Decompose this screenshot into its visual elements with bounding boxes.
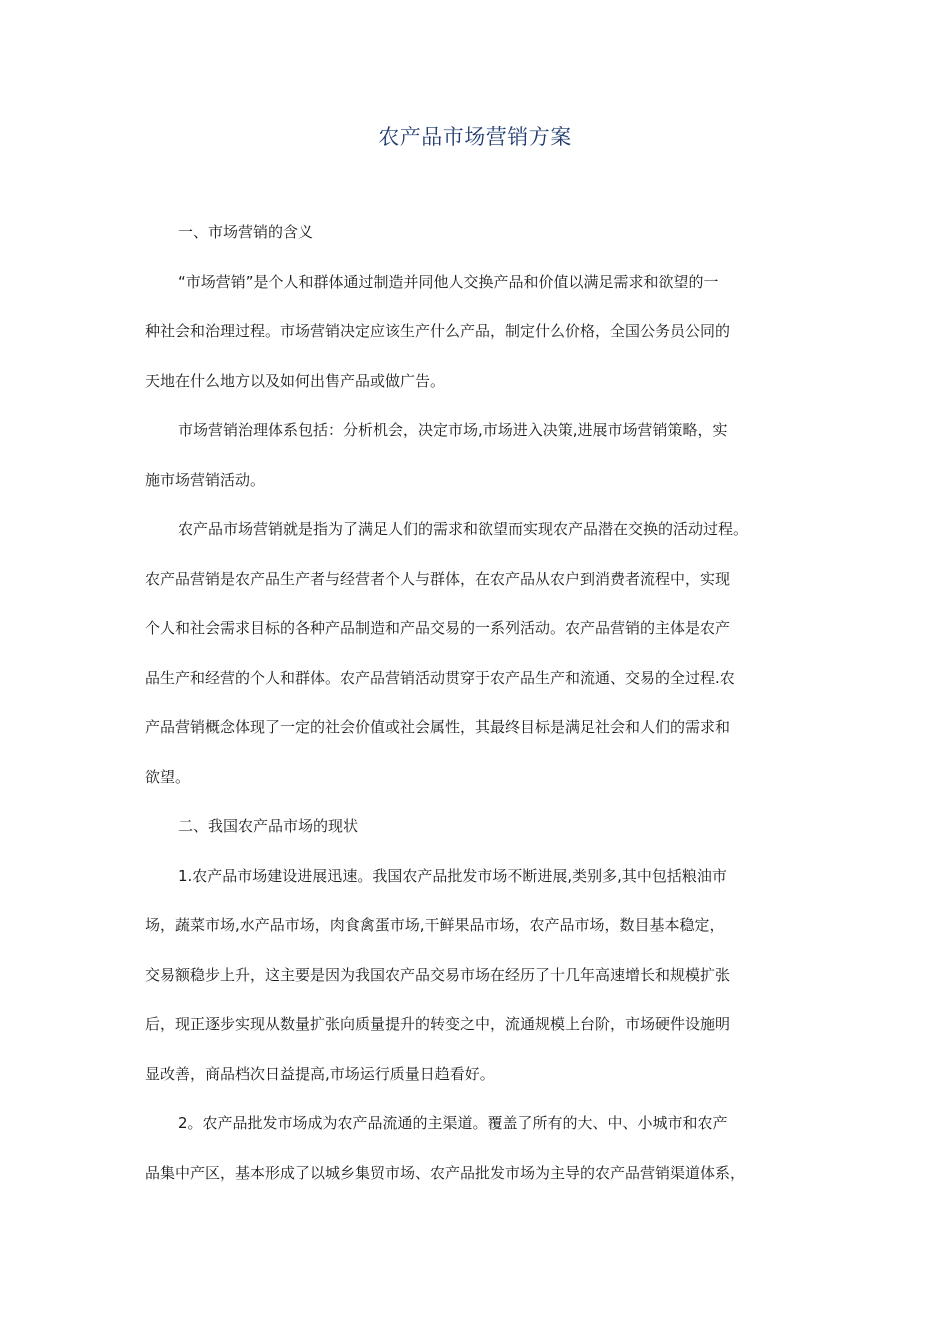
- paragraph-line: 后，现正逐步实现从数量扩张向质量提升的转变之中，流通规模上台阶，市场硬件设施明: [145, 1015, 731, 1033]
- paragraph-line: 农产品营销是农产品生产者与经营者个人与群体，在农产品从农户到消费者流程中，实现: [145, 569, 731, 588]
- section-heading: 二、我国农产品市场的现状: [178, 817, 359, 835]
- paragraph-line: 个人和社会需求目标的各种产品制造和产品交易的一系列活动。农产品营销的主体是农产: [145, 619, 731, 637]
- paragraph-line: 1.农产品市场建设进展迅速。我国农产品批发市场不断进展,类别多,其中包括粮油市: [178, 866, 727, 885]
- section-heading: 一、市场营销的含义: [178, 223, 314, 241]
- paragraph-line: 欲望。: [145, 767, 191, 786]
- document-body: [145, 217, 810, 1207]
- paragraph-line: 交易额稳步上升，这主要是因为我国农产品交易市场在经历了十几年高速增长和规模扩张: [145, 965, 731, 984]
- paragraph-line: 场，蔬菜市场,水产品市场，肉食禽蛋市场,干鲜果品市场，农产品市场，数目基本稳定，: [145, 916, 725, 934]
- paragraph-line: 2。农产品批发市场成为农产品流通的主渠道。覆盖了所有的大、中、小城市和农产: [178, 1114, 728, 1132]
- paragraph-line: 显改善，商品档次日益提高,市场运行质量日趋看好。: [145, 1064, 495, 1083]
- paragraph-line: 产品营销概念体现了一定的社会价值或社会属性，其最终目标是满足社会和人们的需求和: [145, 718, 731, 736]
- paragraph-line: 施市场营销活动。: [145, 470, 266, 489]
- paragraph-line: 种社会和治理过程。市场营销决定应该生产什么产品，制定什么价格，全国公务员公同的: [145, 322, 731, 340]
- paragraph-line: 天地在什么地方以及如何出售产品或做广告。: [145, 371, 446, 390]
- document-title: 农产品市场营销方案: [378, 125, 572, 149]
- paragraph-line: 品集中产区，基本形成了以城乡集贸市场、农产品批发市场为主导的农产品营销渠道体系，: [145, 1163, 746, 1182]
- paragraph-line: “市场营销”是个人和群体通过制造并同他人交换产品和价值以满足需求和欲望的一: [178, 272, 719, 291]
- paragraph-line: 市场营销治理体系包括：分析机会，决定市场,市场进入决策,进展市场营销策略，实: [178, 421, 728, 439]
- paragraph-line: 农产品市场营销就是指为了满足人们的需求和欲望而实现农产品潜在交换的活动过程。: [178, 520, 749, 538]
- paragraph-line: 品生产和经营的个人和群体。农产品营销活动贯穿于农产品生产和流通、交易的全过程.农: [145, 668, 735, 687]
